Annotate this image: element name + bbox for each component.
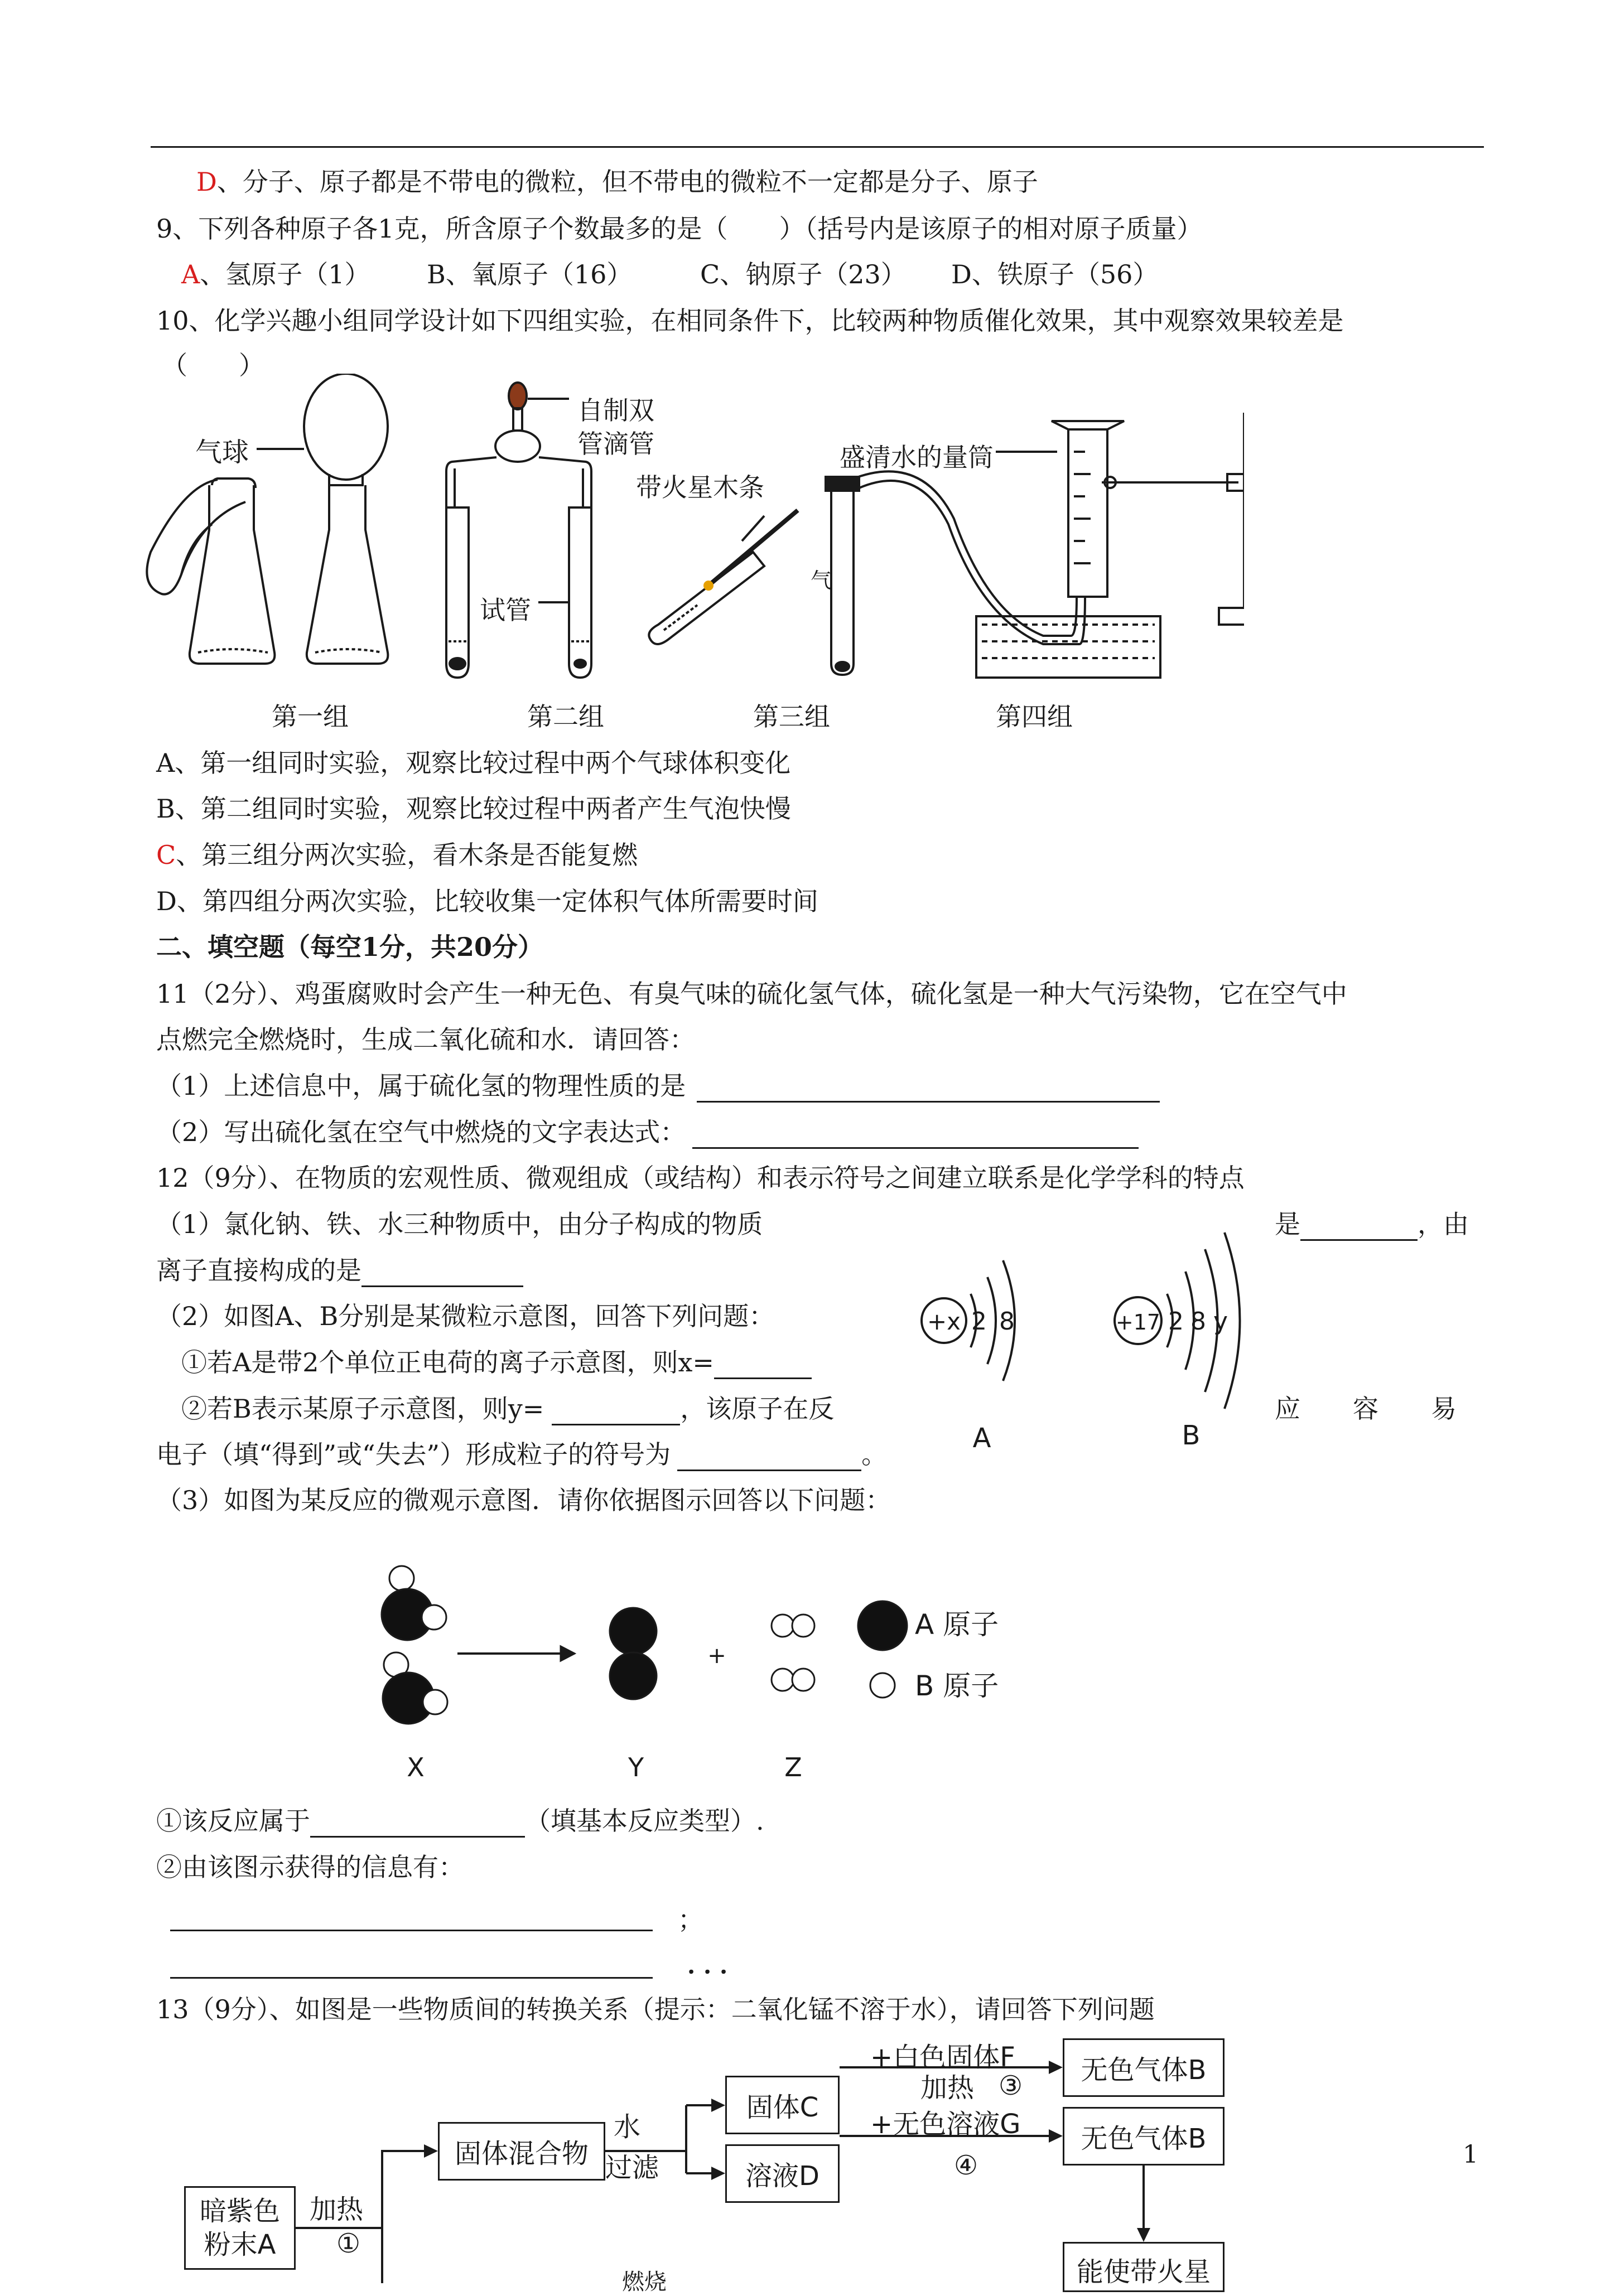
test-tube-label: 试管 xyxy=(480,595,531,625)
option-text: 、第二组同时实验，观察比较过程中两者产生气泡快慢 xyxy=(175,794,791,824)
q12-q3-2: ②由该图示获得的信息有： xyxy=(156,1852,464,1882)
legend-atom-a-icon xyxy=(858,1601,907,1650)
label-heat-2: 加热 xyxy=(920,2072,975,2104)
q12-sub1-a: （1）氯化钠、铁、水三种物质中，由分子构成的物质 xyxy=(156,1209,763,1239)
option-text: 、钠原子（23） xyxy=(720,259,907,289)
page-number: 1 xyxy=(1463,2140,1478,2169)
label-step-4: ④ xyxy=(954,2150,978,2181)
group1-flask-right xyxy=(304,374,388,664)
label-add-g: +无色溶液G xyxy=(870,2109,1021,2140)
q12-sub2-2e-text: 。 xyxy=(861,1439,888,1470)
q10-option-a xyxy=(156,746,790,780)
option-text: 、铁原子（56） xyxy=(971,259,1159,289)
option-text: 、氢原子（1） xyxy=(200,259,370,289)
atom-b-label: B xyxy=(1182,1420,1201,1451)
q11-sub1 xyxy=(156,1069,1160,1103)
option-letter: A xyxy=(181,259,200,289)
q12-sub1-d xyxy=(156,1254,523,1287)
option-text: 、第三组分两次实验，看木条是否能复燃 xyxy=(176,840,638,870)
option-letter: B xyxy=(156,794,175,824)
box-gas-b-2: 无色气体B xyxy=(1063,2107,1224,2166)
label-step-3: ③ xyxy=(999,2070,1023,2101)
q12-semicolon: ； xyxy=(678,1905,703,1935)
group3-tube-splint xyxy=(649,510,798,644)
q12-sub3: （3）如图为某反应的微观示意图．请你依据图示回答以下问题： xyxy=(156,1485,891,1515)
q12-sub1-c-text: ，由 xyxy=(1418,1209,1469,1239)
q11-stem-line1: 11（2分）、鸡蛋腐败时会产生一种无色、有臭气味的硫化氢气体，硫化氢是一种大气污染物，它在空气中 xyxy=(156,979,1347,1009)
q12-answer-blank-reaction-type[interactable] xyxy=(310,1811,525,1838)
caption-group2: 第二组 xyxy=(527,702,604,732)
q12-sub2-2 xyxy=(181,1392,834,1425)
flowchart-arrows xyxy=(0,2008,1615,2283)
box-rekindle: 能使带火星 xyxy=(1063,2242,1224,2292)
q12-sub2-2c-1: 应 xyxy=(1275,1394,1300,1424)
group2-double-dropper xyxy=(446,383,591,678)
option-letter: A xyxy=(156,748,175,778)
q10-apparatus-figure xyxy=(128,374,1244,697)
q12-sub2-2b-text: ，该原子在反 xyxy=(680,1394,835,1424)
q12-answer-blank-ionic[interactable] xyxy=(361,1261,523,1287)
box-a-line2: 粉末A xyxy=(204,2229,276,2260)
q12-sub1-d-text: 离子直接构成的是 xyxy=(156,1255,361,1285)
q12-sub2-1 xyxy=(181,1346,812,1379)
label-step-1: ① xyxy=(336,2228,361,2259)
caption-group3: 第三组 xyxy=(753,702,830,732)
legend-atom-a-label: A 原子 xyxy=(915,1608,999,1641)
splint-label: 带火星木条 xyxy=(636,472,764,502)
option-text: 、氧原子（16） xyxy=(445,259,633,289)
q12-answer-blank-symbol[interactable] xyxy=(677,1445,861,1471)
q10-option-b xyxy=(156,792,791,825)
reactant-x-molecule-2 xyxy=(383,1652,447,1724)
label-z: Z xyxy=(784,1752,802,1782)
header-rule xyxy=(151,146,1484,148)
atom-b-shell-3: y xyxy=(1213,1307,1228,1336)
q12-sub2-2c-2: 容 xyxy=(1353,1394,1378,1424)
q12-sub2-2d xyxy=(156,1438,887,1471)
atom-a-shell-2: 8 xyxy=(999,1307,1015,1336)
option-text: 、分子、原子都是不带电的微粒，但不带电的微粒不一定都是分子、原子 xyxy=(216,167,1038,197)
q12-q3-1a-text: ①该反应属于 xyxy=(156,1806,310,1836)
dropper-label-line2: 管滴管 xyxy=(577,429,654,459)
q10-stem-line2: （ ） xyxy=(162,350,264,380)
q12-sub2-2d-text: 电子（填“得到”或“失去”）形成粒子的符号为 xyxy=(156,1439,671,1470)
q10-option-d xyxy=(156,884,818,918)
box-gas-b-1: 无色气体B xyxy=(1063,2038,1224,2097)
dropper-label-line1: 自制双 xyxy=(577,395,654,426)
q9-option-b xyxy=(427,258,632,291)
q12-q3-1b-text: （填基本反应类型）. xyxy=(525,1806,764,1836)
atom-structure-diagrams xyxy=(904,1227,1283,1461)
cut-off-label: 气 xyxy=(811,568,832,593)
box-solid-c: 固体C xyxy=(725,2076,840,2134)
q12-answer-blank-x[interactable] xyxy=(714,1353,812,1379)
q10-option-c xyxy=(156,838,638,872)
q12-answer-line-2[interactable] xyxy=(170,1977,653,1979)
balloon-label: 气球 xyxy=(195,437,249,468)
product-y-molecule xyxy=(610,1608,657,1699)
label-water: 水 xyxy=(614,2111,641,2143)
q12-sub1-b-text: 是 xyxy=(1275,1209,1300,1239)
option-letter: C xyxy=(156,840,176,870)
atom-b-shell-2: 8 xyxy=(1190,1307,1206,1336)
q11-sub2 xyxy=(156,1115,1139,1149)
box-solid-mixture: 固体混合物 xyxy=(438,2122,605,2181)
q12-sub2-2a-text: ②若B表示某原子示意图，则y= xyxy=(181,1394,544,1424)
box-a-line1: 暗紫色 xyxy=(199,2196,280,2227)
option-letter: D xyxy=(951,259,972,289)
q12-sub2-2c-3: 易 xyxy=(1431,1394,1457,1424)
label-cut-off: 燃烧 xyxy=(622,2269,667,2295)
reactant-x-molecule-1 xyxy=(382,1566,446,1640)
group1-flask-left xyxy=(147,478,274,664)
q9-option-d xyxy=(951,258,1158,291)
q9-stem: 9、下列各种原子各1克，所含原子个数最多的是（ ）（括号内是该原子的相对原子质量） xyxy=(156,214,1203,244)
box-solution-d: 溶液D xyxy=(725,2144,840,2203)
q11-sub2-text: （2）写出硫化氢在空气中燃烧的文字表达式： xyxy=(156,1117,686,1147)
caption-group4: 第四组 xyxy=(996,702,1073,732)
q11-answer-blank-1[interactable] xyxy=(697,1076,1160,1103)
atom-a-nucleus: +x xyxy=(927,1308,961,1335)
q12-answer-line-1[interactable] xyxy=(170,1930,653,1931)
option-letter: D xyxy=(156,886,177,916)
plus-sign: + xyxy=(707,1643,726,1669)
option-letter: D xyxy=(196,167,217,197)
q12-sub2: （2）如图A、B分别是某微粒示意图，回答下列问题： xyxy=(156,1301,775,1331)
option-text: 、第一组同时实验，观察比较过程中两个气球体积变化 xyxy=(175,748,791,778)
reaction-diagram xyxy=(363,1556,1116,1790)
legend-atom-b-icon xyxy=(870,1673,895,1698)
q11-sub1-text: （1）上述信息中，属于硫化氢的物理性质的是 xyxy=(156,1071,686,1101)
atom-a-label: A xyxy=(972,1423,991,1454)
label-y: Y xyxy=(628,1752,644,1782)
cylinder-label: 盛清水的量筒 xyxy=(840,442,994,472)
q12-sub1-b xyxy=(1275,1207,1469,1241)
option-text: 、第四组分两次实验，比较收集一定体积气体所需要时间 xyxy=(176,886,818,916)
q8-option-d xyxy=(196,165,1038,199)
caption-group1: 第一组 xyxy=(272,702,349,732)
option-letter: B xyxy=(427,259,446,289)
label-heat-1: 加热 xyxy=(310,2194,364,2225)
label-filter: 过滤 xyxy=(605,2152,659,2183)
q12-q3-1 xyxy=(156,1804,764,1838)
label-add-f: +白色固体F xyxy=(870,2042,1015,2073)
atom-b-shell-1: 2 xyxy=(1168,1307,1184,1336)
q13-stem: 13（9分）、如图是一些物质间的转换关系（提示：二氧化锰不溶于水），请回答下列问题 xyxy=(156,1994,1155,2024)
legend-atom-b-label: B 原子 xyxy=(915,1670,999,1702)
product-z-molecules xyxy=(772,1615,814,1691)
atom-a-shell-1: 2 xyxy=(971,1307,987,1336)
q10-stem-line1: 10、化学兴趣小组同学设计如下四组实验，在相同条件下，比较两种物质催化效果，其中观察效果较差是 xyxy=(156,306,1344,336)
q12-answer-blank-y[interactable] xyxy=(552,1399,680,1425)
option-letter: C xyxy=(700,259,720,289)
q12-stem: 12（9分）、在物质的宏观性质、微观组成（或结构）和表示符号之间建立联系是化学学科的特点 xyxy=(156,1163,1245,1193)
q9-option-c xyxy=(700,258,907,291)
q12-ellipsis: ．．． xyxy=(687,1949,749,1979)
atom-b-nucleus: +17 xyxy=(1115,1310,1161,1335)
q9-option-a xyxy=(181,258,370,291)
label-x: X xyxy=(407,1752,425,1782)
q12-answer-blank-molecular[interactable] xyxy=(1300,1215,1418,1241)
section-2-title: 二、填空题（每空1分，共20分） xyxy=(156,932,544,962)
q11-answer-blank-2[interactable] xyxy=(692,1123,1139,1149)
q12-sub2-1-text: ①若A是带2个单位正电荷的离子示意图，则x= xyxy=(181,1347,714,1377)
q11-stem-line2: 点燃完全燃烧时，生成二氧化硫和水．请回答： xyxy=(156,1024,695,1055)
